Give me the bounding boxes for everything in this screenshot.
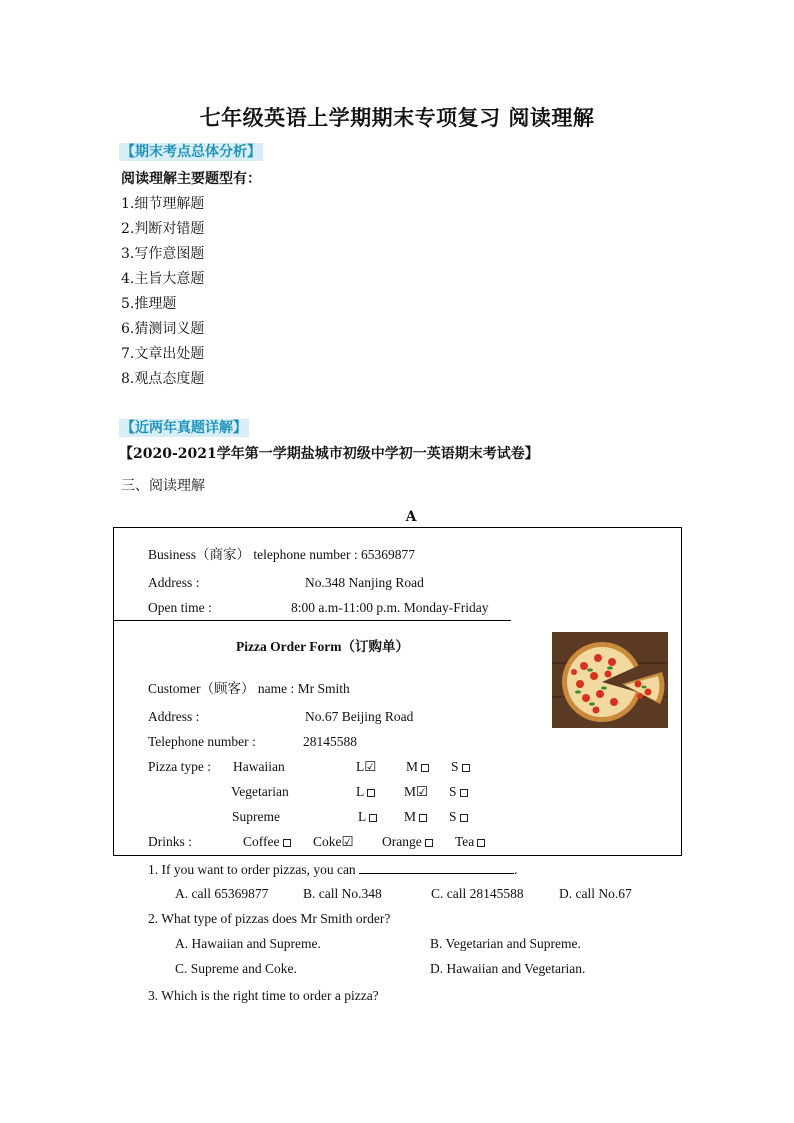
size-option: M	[406, 759, 429, 775]
page-title: 七年级英语上学期期末专项复习 阅读理解	[199, 105, 595, 130]
business-phone: Business（商家） telephone number : 65369877	[148, 547, 415, 562]
section-heading-analysis: 【期末考点总体分析】	[121, 144, 261, 160]
size-option: S	[449, 784, 468, 800]
open-time-value: 8:00 a.m-11:00 p.m. Monday-Friday	[291, 600, 489, 615]
pizza-name: Hawaiian	[233, 759, 285, 774]
question-1: 1. If you want to order pizzas, you can .	[148, 862, 518, 877]
checkbox-icon	[460, 814, 468, 822]
option: D. call No.67	[559, 886, 632, 901]
form-title: Pizza Order Form（订购单）	[236, 639, 409, 654]
list-item: 8.观点态度题	[121, 371, 205, 387]
option: B. Vegetarian and Supreme.	[430, 936, 581, 951]
pizza-name: Supreme	[232, 809, 280, 824]
pizza-type-label: Pizza type :	[148, 759, 211, 774]
customer-phone-label: Telephone number :	[148, 734, 256, 749]
size-option: S	[451, 759, 470, 775]
checkbox-icon	[425, 839, 433, 847]
size-option: M	[404, 809, 427, 825]
option: B. call No.348	[303, 886, 382, 901]
list-item: 2.判断对错题	[121, 221, 205, 237]
size-option: L☑	[356, 759, 377, 774]
checkbox-icon	[369, 814, 377, 822]
passage-label: A	[405, 509, 417, 525]
list-item: 1.细节理解题	[121, 196, 205, 212]
list-item: 5.推理题	[121, 296, 177, 312]
drink-option: Orange	[382, 834, 433, 850]
checkbox-icon	[283, 839, 291, 847]
option: C. call 28145588	[431, 886, 524, 901]
pizza-name: Vegetarian	[231, 784, 289, 799]
size-option: L	[358, 809, 377, 825]
part-label: 三、阅读理解	[121, 478, 205, 494]
list-item: 3.写作意图题	[121, 246, 205, 262]
option: D. Hawaiian and Vegetarian.	[430, 961, 586, 976]
option: C. Supreme and Coke.	[175, 961, 297, 976]
option: A. call 65369877	[175, 886, 269, 901]
size-option: L	[356, 784, 375, 800]
checkbox-icon	[421, 764, 429, 772]
drink-option: Coffee	[243, 834, 291, 850]
checkbox-icon	[462, 764, 470, 772]
checkbox-icon	[419, 814, 427, 822]
divider	[113, 620, 511, 621]
list-item: 6.猜测词义题	[121, 321, 205, 337]
drinks-label: Drinks :	[148, 834, 192, 849]
drink-option: Tea	[455, 834, 485, 850]
exam-title: 【2020-2021学年第一学期盐城市初级中学初一英语期末考试卷】	[119, 446, 539, 462]
drink-option: Coke☑	[313, 834, 354, 849]
customer-address-value: No.67 Beijing Road	[305, 709, 414, 724]
question-3: 3. Which is the right time to order a pizza?	[148, 988, 379, 1003]
checkbox-icon	[367, 789, 375, 797]
customer-name: Customer（顾客） name : Mr Smith	[148, 681, 350, 696]
intro-text: 阅读理解主要题型有：	[121, 171, 261, 187]
business-address-value: No.348 Nanjing Road	[305, 575, 424, 590]
business-address-label: Address :	[148, 575, 200, 590]
customer-phone-value: 28145588	[303, 734, 357, 749]
size-option: M☑	[404, 784, 429, 799]
customer-address-label: Address :	[148, 709, 200, 724]
checkbox-icon	[477, 839, 485, 847]
open-time-label: Open time :	[148, 600, 212, 615]
list-item: 4.主旨大意题	[121, 271, 205, 287]
question-2: 2. What type of pizzas does Mr Smith order?	[148, 911, 391, 926]
section-heading-exams: 【近两年真题详解】	[121, 420, 247, 436]
option: A. Hawaiian and Supreme.	[175, 936, 321, 951]
size-option: S	[449, 809, 468, 825]
answer-blank	[359, 861, 514, 874]
list-item: 7.文章出处题	[121, 346, 205, 362]
checkbox-icon	[460, 789, 468, 797]
pizza-image	[552, 632, 668, 728]
